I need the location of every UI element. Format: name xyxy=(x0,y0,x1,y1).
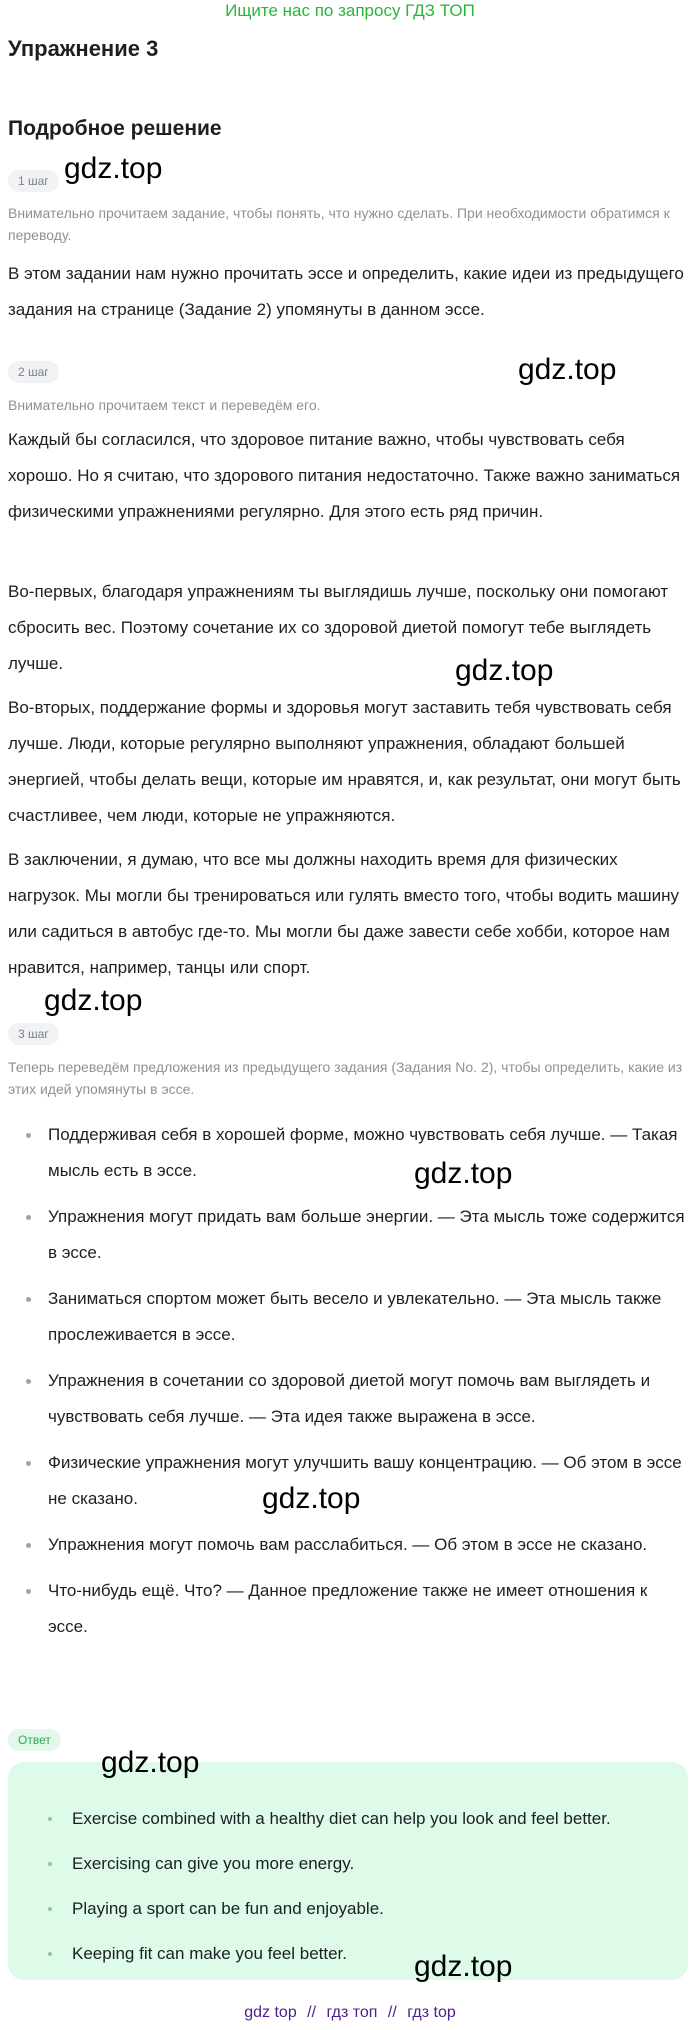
list-item: Упражнения могут придать вам больше энергии. — Эта мысль тоже содержится в эссе. xyxy=(8,1199,688,1271)
watermark: gdz.top xyxy=(262,1482,361,1515)
search-banner: Ищите нас по запросу ГДЗ ТОП xyxy=(225,1,475,20)
step-badge-1: 1 шаг xyxy=(8,170,59,192)
step-paragraph-1: В этом задании нам нужно прочитать эссе и определить, какие идеи из предыдущего задания на странице (Задание 2) упомянуты в данном эссе. xyxy=(8,264,684,319)
essay-paragraph-3: Во-вторых, поддержание формы и здоровья могут заставить тебя чувствовать себя лучше. Люди, которые регулярно выполняют упражнения, обладают большей энергией, чтобы делать вещи, которые им нравятся, и, как результат, они могут быть счастливее, чем люди, которые не упражняются. xyxy=(8,698,681,825)
essay-paragraph-2: Во-первых, благодаря упражнениям ты выглядишь лучше, поскольку они помогают сбросить вес. Поэтому сочетание их со здоровой диетой помогут тебе выглядеть лучше. xyxy=(8,582,669,673)
answer-item: Exercising can give you more energy. xyxy=(8,1841,688,1886)
footer-link[interactable]: гдз топ xyxy=(326,2004,378,2021)
footer-link[interactable]: gdz top xyxy=(244,2004,297,2021)
watermark: gdz.top xyxy=(414,1950,513,1983)
footer-link[interactable]: гдз top xyxy=(407,2004,456,2021)
footer-separator: // xyxy=(387,2004,397,2021)
watermark: gdz.top xyxy=(518,353,617,386)
watermark: gdz.top xyxy=(455,654,554,687)
list-item: Заниматься спортом может быть весело и увлекательно. — Эта мысль также прослеживается в эссе. xyxy=(8,1281,688,1353)
step-note-3: Теперь переведём предложения из предыдущего задания (Задания No. 2), чтобы определить, какие из этих идей упомянуты в эссе. xyxy=(8,1059,683,1097)
footer-links xyxy=(0,2003,700,2023)
step-badge-2: 2 шаг xyxy=(8,361,59,383)
watermark: gdz.top xyxy=(414,1157,513,1190)
essay-paragraph-4: В заключении, я думаю, что все мы должны находить время для физических нагрузок. Мы могли бы тренироваться или гулять вместо того, чтобы водить машину или садиться в автобус где-то. Мы могли бы даже завести себе хобби, которое нам нравится, например, танцы или спорт. xyxy=(8,850,680,977)
answer-item: Exercise combined with a healthy diet can help you look and feel better. xyxy=(8,1796,688,1841)
answer-item: Playing a sport can be fun and enjoyable. xyxy=(8,1886,688,1931)
answer-box xyxy=(8,1762,688,1980)
list-item: Физические упражнения могут улучшить вашу концентрацию. — Об этом в эссе не сказано. xyxy=(8,1445,688,1517)
answer-badge: Ответ xyxy=(8,1729,61,1751)
watermark: gdz.top xyxy=(44,984,143,1017)
step-badge-3: 3 шаг xyxy=(8,1023,59,1045)
section-title: Подробное решение xyxy=(8,117,222,140)
footer-separator: // xyxy=(307,2004,317,2021)
list-item: Что-нибудь ещё. Что? — Данное предложение также не имеет отношения к эссе. xyxy=(8,1573,688,1645)
step-note-1: Внимательно прочитаем задание, чтобы понять, что нужно сделать. При необходимости обратимся к переводу. xyxy=(8,205,670,243)
list-item: Поддерживая себя в хорошей форме, можно чувствовать себя лучше. — Такая мысль есть в эссе. xyxy=(8,1117,688,1189)
step-note-2: Внимательно прочитаем текст и переведём его. xyxy=(8,397,321,413)
essay-paragraph-1: Каждый бы согласился, что здоровое питание важно, чтобы чувствовать себя хорошо. Но я считаю, что здорового питания недостаточно. Также важно заниматься физическими упражнениями регулярно. Для этого есть ряд причин. xyxy=(8,430,681,521)
answer-list xyxy=(8,1796,688,1976)
page-title: Упражнение 3 xyxy=(8,36,159,61)
list-item: Упражнения могут помочь вам расслабиться. — Об этом в эссе не сказано. xyxy=(8,1527,688,1563)
ideas-list xyxy=(8,1117,688,1655)
list-item: Упражнения в сочетании со здоровой диетой могут помочь вам выглядеть и чувствовать себя лучше. — Эта идея также выражена в эссе. xyxy=(8,1363,688,1435)
watermark: gdz.top xyxy=(101,1746,200,1779)
watermark: gdz.top xyxy=(64,152,163,185)
answer-item: Keeping fit can make you feel better. xyxy=(8,1931,688,1976)
